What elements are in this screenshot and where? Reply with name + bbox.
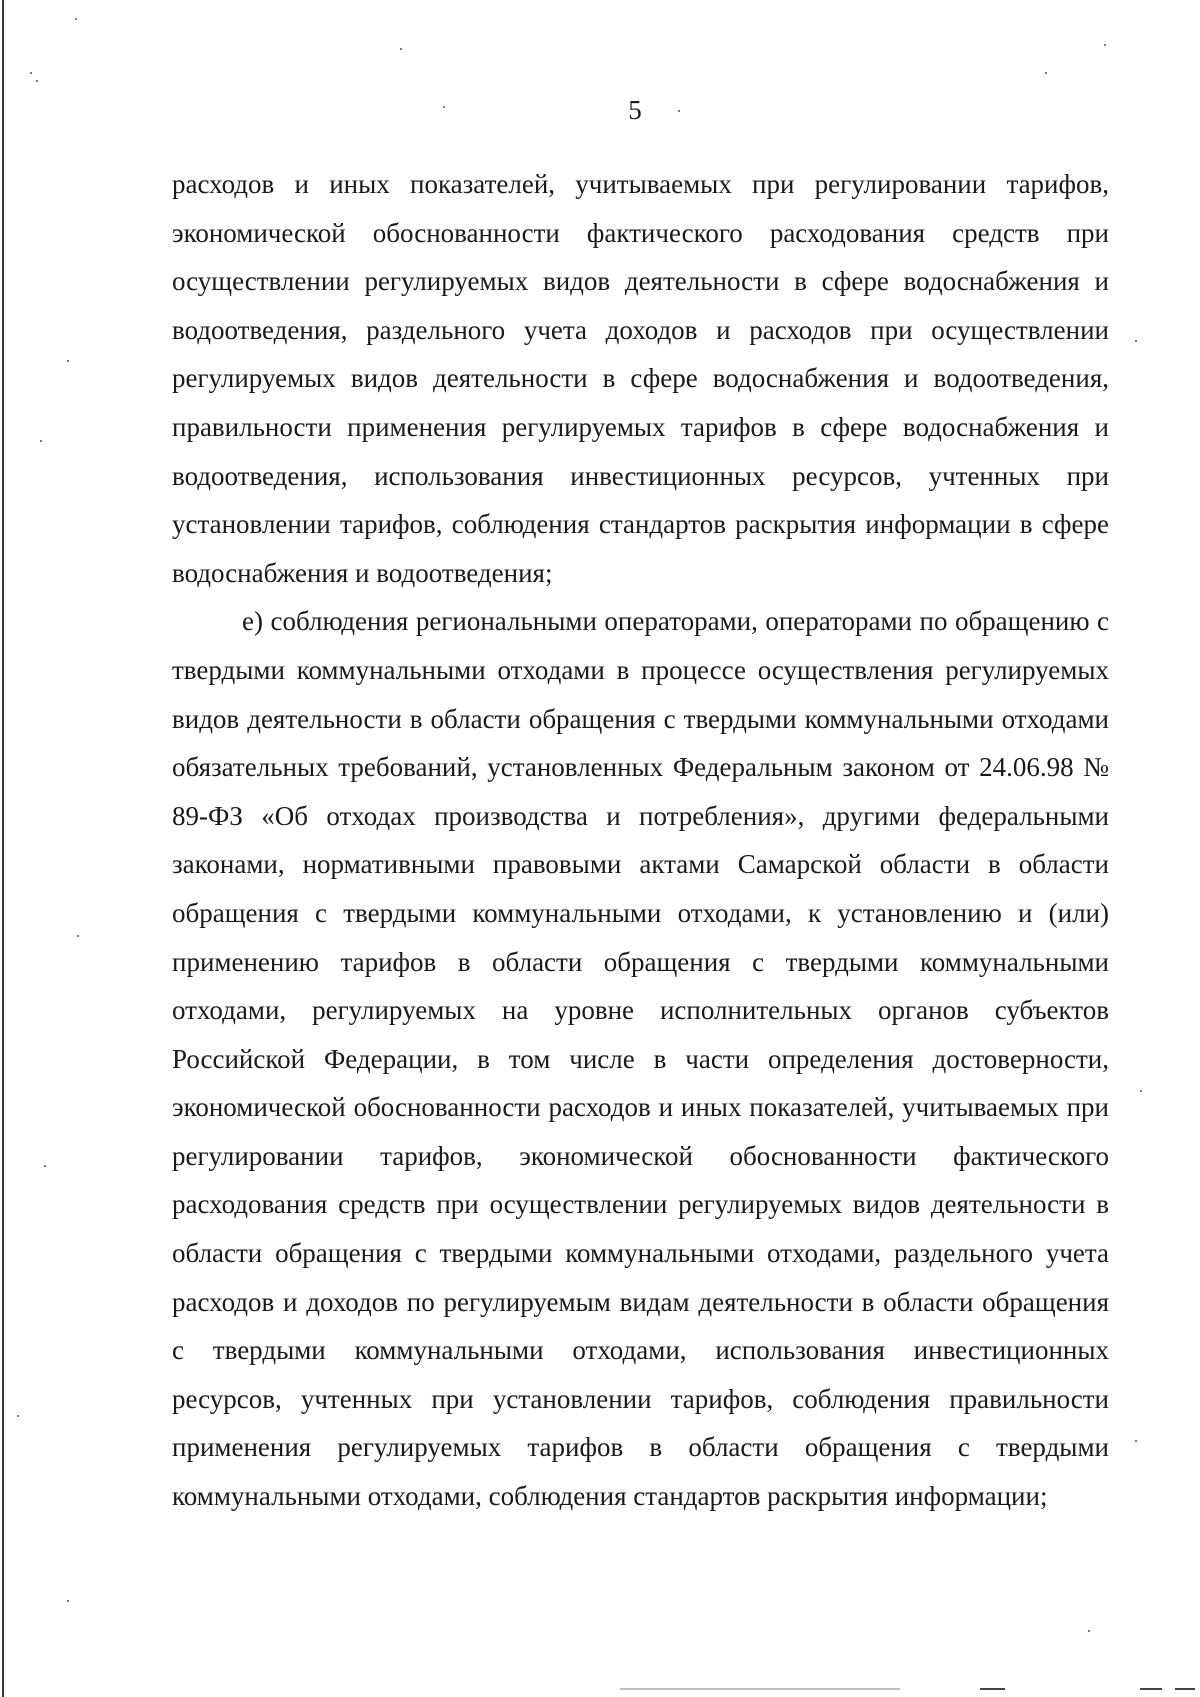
scan-bottom-dash — [1140, 1688, 1162, 1690]
scan-speck — [678, 110, 680, 112]
scan-left-edge — [2, 0, 4, 1697]
scan-speck — [40, 440, 42, 442]
scan-speck — [30, 72, 32, 74]
page-number: 5 — [628, 95, 642, 125]
scan-speck — [443, 106, 445, 108]
scan-speck — [1104, 44, 1106, 46]
scan-speck — [17, 1415, 19, 1417]
scan-speck — [75, 18, 77, 20]
scan-speck — [1135, 1440, 1137, 1442]
paragraph-continuation: расходов и иных показателей, учитываемых при регулировании тарифов, экономической обоснованности фактического расходования средств при осуществлении регулируемых видов деятельности в сфере водоснабжения и водоотведения, раздельного учета доходов и расходов при осуществлении регулируемых видов деятельности в сфере водоснабжения и водоотведения, правильности применения регулируемых тарифов в сфере водоснабжения и водоотведения, использования инвестиционных ресурсов, учтенных при установлении тарифов, соблюдения стандартов раскрытия информации в сфере водоснабжения и водоотведения; — [172, 169, 1109, 588]
scan-bottom-dash — [980, 1688, 1005, 1690]
scan-speck — [67, 1600, 69, 1602]
scan-bottom-dash — [620, 1688, 900, 1690]
scan-speck — [36, 80, 38, 82]
scan-speck — [400, 48, 402, 50]
scan-bottom-dash — [1175, 1688, 1195, 1690]
scan-speck — [1045, 72, 1047, 74]
scan-speck — [1088, 1630, 1090, 1632]
scan-speck — [1140, 1090, 1142, 1092]
scan-speck — [67, 360, 69, 362]
scan-speck — [44, 1165, 46, 1167]
body-text — [172, 160, 1109, 1521]
paragraph-item-e: е) соблюдения региональными операторами, операторами по обращению с твердыми коммунальными отходами в процессе осуществления регулируемых видов деятельности в области обращения с твердыми коммунальными отходами обязательных требований, установленных Федеральным законом от 24.06.98 № 89-ФЗ «Об отходах производства и потребления», другими федеральными законами, нормативными правовыми актами Самарской области в области обращения с твердыми коммунальными отходами, к установлению и (или) применению тарифов в области обращения с твердыми коммунальными отходами, регулируемых на уровне исполнительных органов субъектов Российской Федерации, в том числе в части определения достоверности, экономической обоснованности расходов и иных показателей, учитываемых при регулировании тарифов, экономической обоснованности фактического расходования средств при осуществлении регулируемых видов деятельности в области обращения с твердыми коммунальными отходами, раздельного учета расходов и доходов по регулируемым видам деятельности в области обращения с твердыми коммунальными отходами, использования инвестиционных ресурсов, учтенных при установлении тарифов, соблюдения правильности применения регулируемых тарифов в области обращения с твердыми коммунальными отходами, соблюдения стандартов раскрытия информации; — [172, 606, 1109, 1512]
scan-speck — [77, 935, 79, 937]
scan-speck — [1135, 340, 1137, 342]
